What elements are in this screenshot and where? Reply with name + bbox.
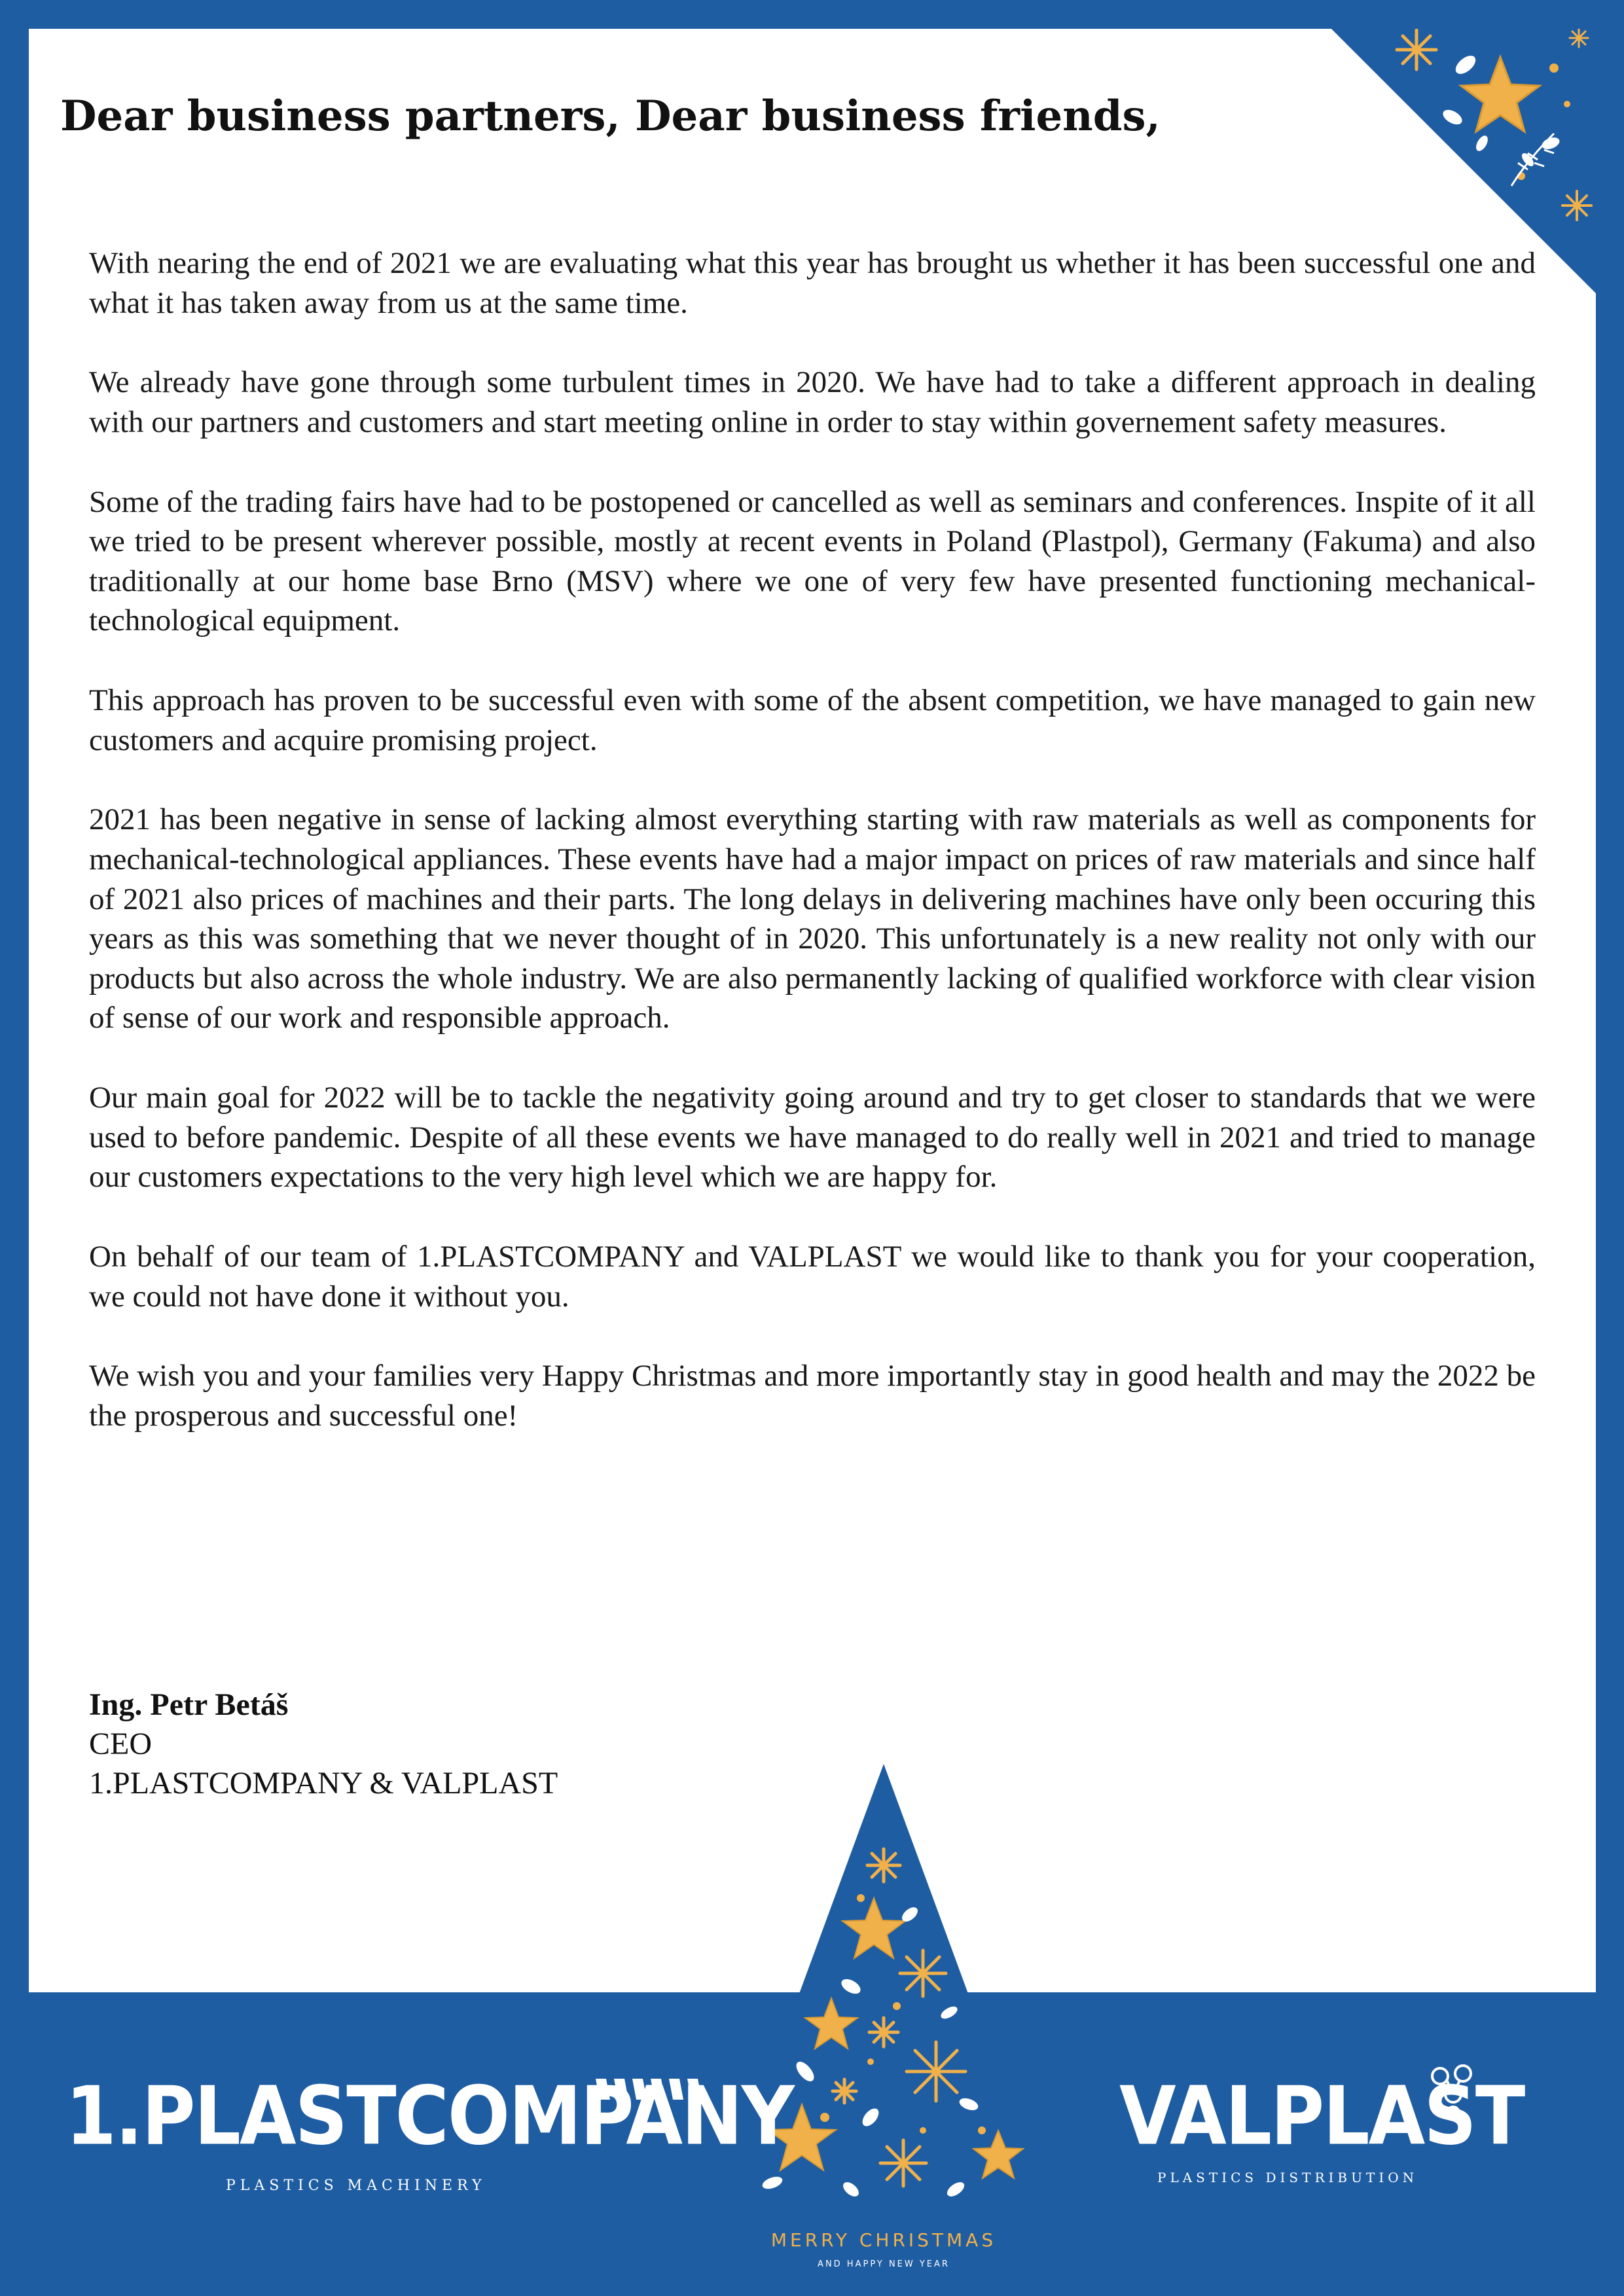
signature-company: 1.PLASTCOMPANY & VALPLAST: [89, 1766, 558, 1801]
greeting-sub: AND HAPPY NEW YEAR: [818, 2259, 950, 2269]
signature-block: [89, 1685, 558, 1803]
paragraph: Some of the trading fairs have had to be postopened or cancelled as well as seminars and conferences. Inspite of it all we tried to be present wherever possible, mostly at recent events in Poland (Plastpol), Germany (Fakuma) and also traditionally at our home base Brno (MSV) where we one of very few have presented functioning mechanical-technological equipment.: [89, 484, 1536, 638]
logo-name: 1.PLASTCOMPANY: [65, 2070, 793, 2164]
greeting: MERRY CHRISTMAS: [770, 2229, 997, 2251]
paragraph: This approach has proven to be successful even with some of the absent competition, we have managed to gain new customers and acquire promising project.: [89, 683, 1536, 757]
plastcompany-logo: [65, 2068, 793, 2199]
logo-name: VALPLAST: [1119, 2070, 1525, 2164]
paragraph: With nearing the end of 2021 we are evaluating what this year has brought us whether it has been successful one and what it has taken away from us at the same time.: [89, 246, 1536, 320]
paragraph: On behalf of our team of 1.PLASTCOMPANY and VALPLAST we would like to thank you for your cooperation, we could not have done it without you.: [89, 1239, 1536, 1314]
paragraph: We wish you and your families very Happy Christmas and more importantly stay in good health and may the 2022 be the prosperous and successful one!: [89, 1359, 1536, 1433]
letter-body: [89, 243, 1536, 1475]
snowflake-icon: [1397, 30, 1436, 69]
paragraph: 2021 has been negative in sense of lacking almost everything starting with raw materials as well as components for mechanical-technological appliances. These events have had a major impact on prices of raw materials and since half of 2021 also prices of machines and their parts. The long delays in delivering machines have only been occuring this years as this was something that we never thought of in 2020. This unfortunately is a new reality not only with our products but also across the whole industry. We are also permanently lacking of qualified workforce with clear vision of sense of our work and responsible approach.: [89, 802, 1536, 1035]
letter-title: Dear business partners, Dear business friends,: [60, 92, 1161, 141]
signature-name: Ing. Petr Betáš: [89, 1687, 289, 1722]
snowflake-icon: [1562, 191, 1591, 220]
paragraph: Our main goal for 2022 will be to tackle the negativity going around and try to get closer to standards that we were used to before pandemic. Despite of all these events we have managed to do really well in 2021 and tried to manage our customers expectations to the very high level which we are happy for.: [89, 1081, 1536, 1194]
paragraph: We already have gone through some turbulent times in 2020. We have had to take a different approach in dealing with our partners and customers and start meeting online in order to stay within governement safety measures.: [89, 365, 1536, 439]
valplast-logo: [1119, 2068, 1525, 2199]
signature-role: CEO: [89, 1727, 152, 1761]
snowflake-icon: [1570, 29, 1588, 47]
logo-tagline: PLASTICS DISTRIBUTION: [1157, 2170, 1418, 2185]
logo-tagline: PLASTICS MACHINERY: [226, 2178, 486, 2194]
